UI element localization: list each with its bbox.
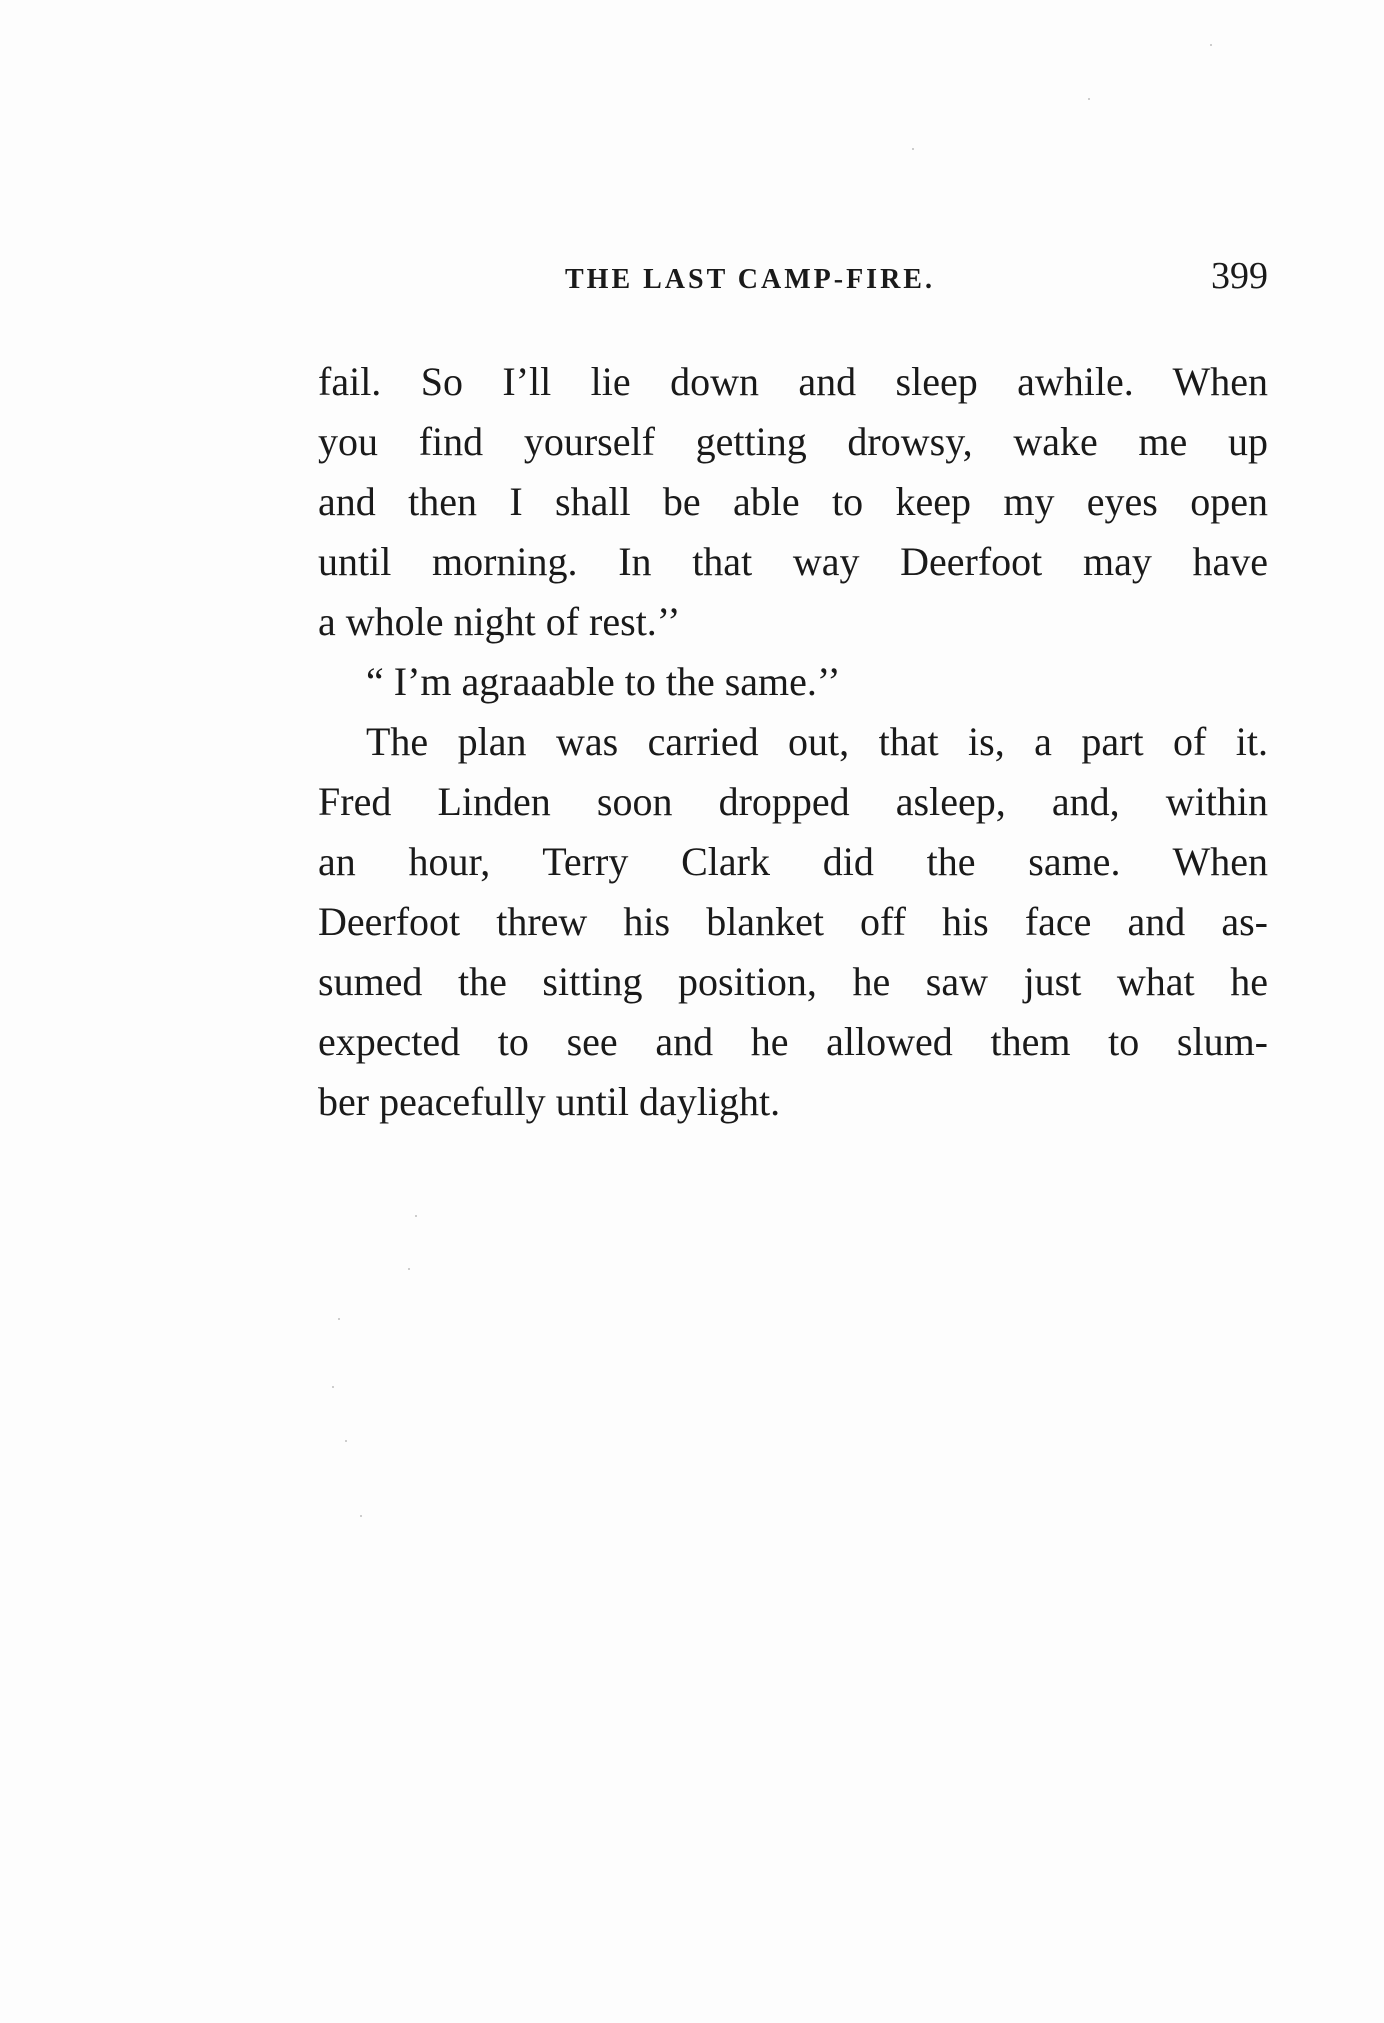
paper-speck xyxy=(338,1318,340,1320)
running-head xyxy=(318,250,1268,300)
paper-speck xyxy=(1210,44,1212,46)
paper-speck xyxy=(360,1515,362,1517)
text-line: Deerfoot threw his blanket off his face and as- xyxy=(318,899,1268,944)
text-line: you find yourself getting drowsy, wake me up xyxy=(318,419,1268,464)
text-line: Fred Linden soon dropped asleep, and, within xyxy=(318,779,1268,824)
text-line: “ I’m agraaable to the same.’’ xyxy=(366,659,841,704)
paper-speck xyxy=(345,1440,347,1442)
body-text xyxy=(318,352,1268,1132)
text-line: The plan was carried out, that is, a part of it. xyxy=(366,719,1268,764)
paper-speck xyxy=(332,1386,334,1388)
paper-speck xyxy=(912,148,914,150)
paper-speck xyxy=(415,1215,417,1217)
text-line: expected to see and he allowed them to slum- xyxy=(318,1019,1268,1064)
text-line: a whole night of rest.’’ xyxy=(318,599,681,644)
paper-speck xyxy=(1088,98,1090,100)
text-line: ber peacefully until daylight. xyxy=(318,1079,781,1124)
text-line: until morning. In that way Deerfoot may have xyxy=(318,539,1268,584)
text-line: sumed the sitting position, he saw just what he xyxy=(318,959,1268,1004)
text-line: fail. So I’ll lie down and sleep awhile. When xyxy=(318,359,1268,404)
page-number: 399 xyxy=(1211,255,1268,297)
paper-speck xyxy=(408,1268,410,1270)
text-line: and then I shall be able to keep my eyes open xyxy=(318,479,1268,524)
chapter-title: THE LAST CAMP-FIRE. xyxy=(565,264,935,295)
text-line: an hour, Terry Clark did the same. When xyxy=(318,839,1268,884)
